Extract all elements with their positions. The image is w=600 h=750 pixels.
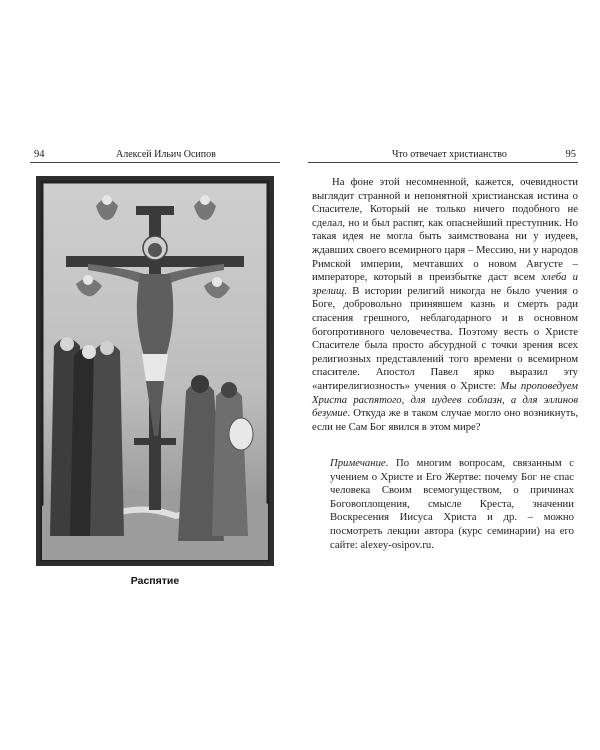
paragraph-run: . В истории религий никогда не было учения о Боге, добровольно принявшем казнь и смерть ради спасения грешного, неблагодарного и в основном богопротивного человечества. Поэтому весть о Христе Спасителе была просто абсурдной с точки зрения всех религиозных представлений того времени о всемирном спасителе. Апостол Павел ярко выразил эту «антирелигиозность» учения о Христе: [312,284,578,392]
right-running-head-title: Что отвечает христианство [392,149,507,160]
left-page [30,148,280,598]
book-spread [30,148,578,598]
main-paragraph-text [312,176,578,434]
paragraph-italic-run: Мы проповедуем Христа распятого, для иудеев соблазн, а для эллинов безумие [312,379,578,420]
paragraph-run: . Откуда же в таком случае могло оно возникнуть, если не Сам Бог явился в этом мире? [312,407,578,433]
paragraph-italic-run: хлеба и зрелищ [312,271,578,297]
illustration-caption: Распятие [130,575,180,587]
right-page [308,148,578,598]
footnote-text [330,457,574,552]
note-body: . По многим вопросам, связанным с учением о Христе и Его Жертве: почему Бог не спас человека Своим всемогуществом, о причинах Боговоплощения, смысле Креста, значении Воскресения Иисуса Христа и др. – можно посмотреть лекции автора (курс семинарии) на его сайте: alexey-osipov.ru. [330,457,574,551]
right-running-head [308,148,578,163]
crucifixion-icon-illustration [36,176,274,566]
paragraph-run: На фоне этой несомненной, кажется, очевидности выглядит странной и непонятной христианская истина о Спасителе, Который не только ничего подобного не сделал, но и был распят, как опаснейший преступник. Но такая идея не могла быть заимствована ни у иудеев, ждавших своего всемирного царя – Мессию, ни у народов Римской империи, мечтавших о новом Августе – императоре, который в преизбытке даст всем [312,176,578,284]
footnote-block [330,457,574,552]
right-page-number: 95 [565,149,576,160]
left-page-number: 94 [34,149,45,160]
main-paragraph [312,176,578,434]
left-running-head-title: Алексей Ильич Осипов [116,149,216,160]
left-running-head [30,148,280,163]
note-label: Примечание [330,457,386,469]
